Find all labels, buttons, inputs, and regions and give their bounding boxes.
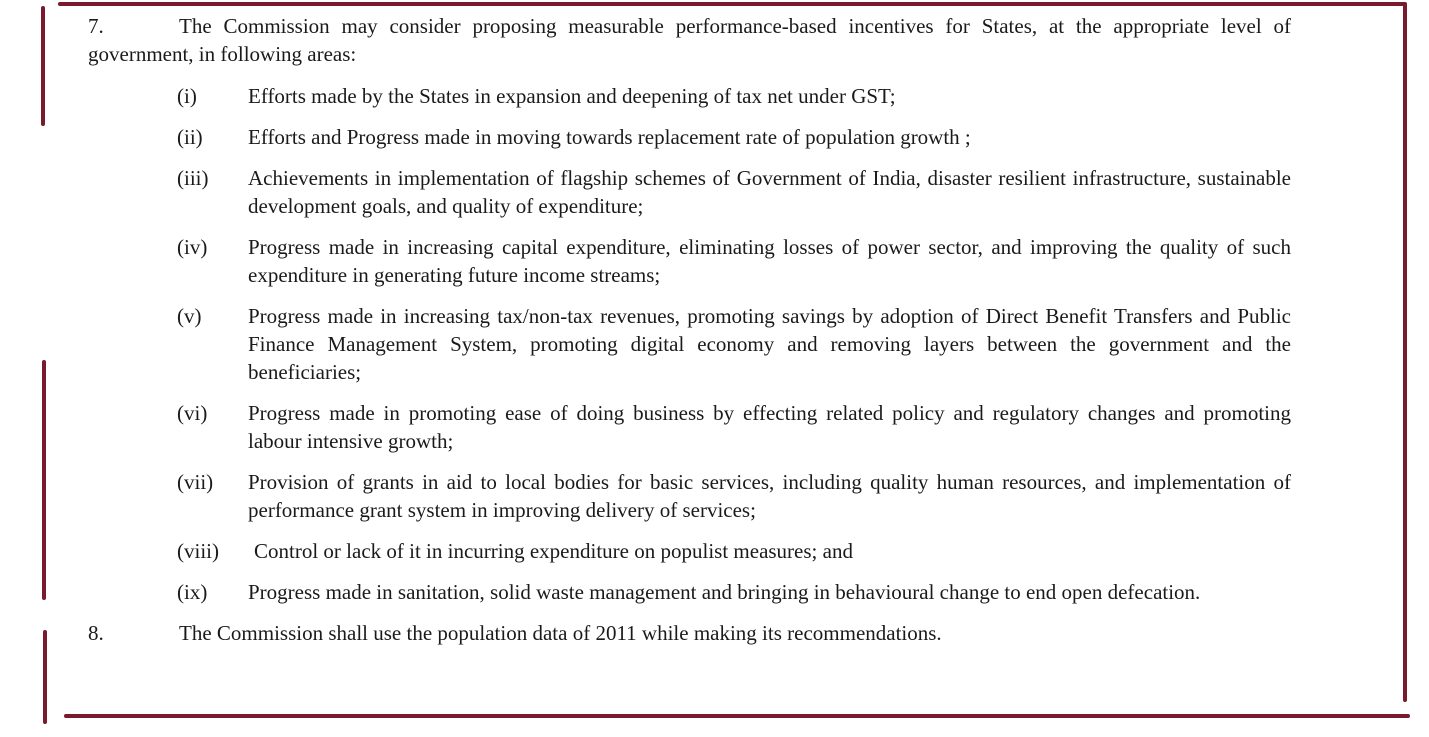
paragraph-text: The Commission may consider proposing measurable performance-based incentives for States, at the appropriate level of government, in following areas: [88,14,1291,66]
item-label: (v) [177,304,202,328]
item-label: (vi) [177,401,208,425]
item-label: (iv) [177,235,208,259]
item-label: (ii) [177,125,203,149]
item-text: Progress made in promoting ease of doing business by effecting related policy and regulatory changes and promoting labour intensive growth; [248,401,1291,453]
paragraph-text: The Commission shall use the population data of 2011 while making its recommendations. [179,621,942,645]
item-label: (iii) [177,166,209,190]
border-left-segment [43,630,47,724]
item-text: Progress made in sanitation, solid waste management and bringing in behavioural change to end open defecation. [248,580,1201,604]
item-text: Provision of grants in aid to local bodies for basic services, including quality human resources, and implementation of performance grant system in improving delivery of services; [248,470,1291,522]
border-top [58,2,1406,6]
item-label: (i) [177,84,197,108]
document-page [88,12,1291,647]
incentive-areas-list [88,82,1291,606]
paragraph-number: 7. [88,14,104,38]
list-item [88,399,1291,455]
item-text: Efforts made by the States in expansion and deepening of tax net under GST; [248,84,896,108]
paragraph-8 [88,619,1291,647]
list-item [88,468,1291,524]
item-text: Progress made in increasing capital expenditure, eliminating losses of power sector, and improving the quality of such expenditure in generating future income streams; [248,235,1291,287]
item-label: (vii) [177,470,214,494]
item-label: (viii) [177,539,219,563]
list-item [88,164,1291,220]
item-label: (ix) [177,580,208,604]
list-item [88,537,1291,565]
list-item [88,82,1291,110]
item-text: Efforts and Progress made in moving towards replacement rate of population growth ; [248,125,971,149]
list-item [88,123,1291,151]
paragraph-number: 8. [88,621,104,645]
item-text: Control or lack of it in incurring expenditure on populist measures; and [254,539,853,563]
border-left-segment [41,6,45,126]
list-item [88,578,1291,606]
list-item [88,233,1291,289]
list-item [88,302,1291,386]
border-left-segment [42,360,46,600]
item-text: Progress made in increasing tax/non-tax revenues, promoting savings by adoption of Direct Benefit Transfers and Public Finance Management System, promoting digital economy and removing layers between the government and the beneficiaries; [248,304,1291,384]
paragraph-7 [88,12,1291,68]
item-text: Achievements in implementation of flagship schemes of Government of India, disaster resilient infrastructure, sustainable development goals, and quality of expenditure; [248,166,1291,218]
border-bottom [64,714,1410,718]
border-right [1403,2,1407,702]
